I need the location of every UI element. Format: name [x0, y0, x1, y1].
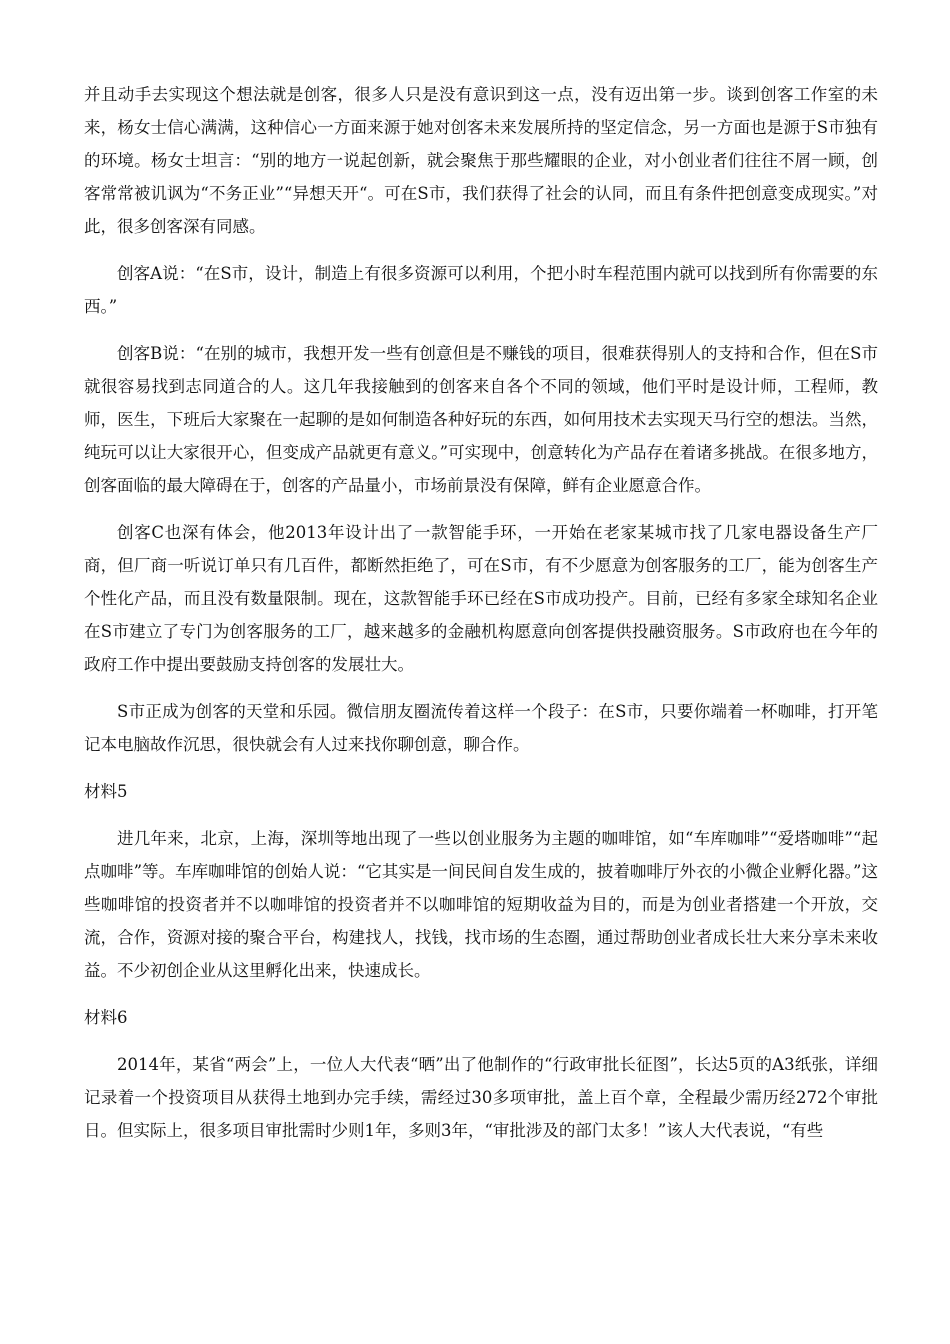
section-heading-material-5: 材料5 — [84, 782, 128, 801]
section-heading-material-6: 材料6 — [84, 1008, 128, 1027]
paragraph-maker-b: 创客B说：“在别的城市，我想开发一些有创意但是不赚钱的项目，很难获得别人的支持和合作，但在S市就很容易找到志同道合的人。这几年我接触到的创客来自各个不同的领域，他们平时是设计师，工程师，教师，医生，下班后大家聚在一起聊的是如何制造各种好玩的东西，如何用技术去实现天马行空的想法。当然，纯玩可以让大家很开心，但变成产品就更有意义。”可实现中，创意转化为产品存在着诸多挑战。在很多地方，创客面临的最大障碍在于，创客的产品量小，市场前景没有保障，鲜有企业愿意合作。 — [84, 344, 878, 495]
paragraph-maker-a: 创客A说：“在S市，设计，制造上有很多资源可以利用，个把小时车程范围内就可以找到所有你需要的东西。” — [84, 264, 878, 316]
paragraph-approval-map: 2014年，某省“两会”上，一位人大代表“晒”出了他制作的“行政审批长征图”，长达5页的A3纸张，详细记录着一个投资项目从获得土地到办完手续，需经过30多项审批，盖上百个章，全程最少需历经272个审批日。但实际上，很多项目审批需时少则1年，多则3年，“审批涉及的部门太多！”该人大代表说，“有些 — [84, 1055, 878, 1140]
paragraph-maker-c: 创客C也深有体会，他2013年设计出了一款智能手环，一开始在老家某城市找了几家电器设备生产厂商，但厂商一听说订单只有几百件，都断然拒绝了，可在S市，有不少愿意为创客服务的工厂，能为创客生产个性化产品，而且没有数量限制。现在，这款智能手环已经在S市成功投产。目前，已经有多家全球知名企业在S市建立了专门为创客服务的工厂，越来越多的金融机构愿意向创客提供投融资服务。S市政府也在今年的政府工作中提出要鼓励支持创客的发展壮大。 — [84, 523, 878, 674]
paragraph-startup-cafes: 进几年来，北京，上海，深圳等地出现了一些以创业服务为主题的咖啡馆，如“车库咖啡”“爱塔咖啡”“起点咖啡”等。车库咖啡馆的创始人说：“它其实是一间民间自发生成的，披着咖啡厅外衣的小微企业孵化器。”这些咖啡馆的投资者并不以咖啡馆的投资者并不以咖啡馆的短期收益为目的，而是为创业者搭建一个开放，交流，合作，资源对接的聚合平台，构建找人，找钱，找市场的生态圈，通过帮助创业者成长壮大来分享未来收益。不少初创企业从这里孵化出来，快速成长。 — [84, 829, 878, 980]
paragraph-s-city-paradise: S市正成为创客的天堂和乐园。微信朋友圈流传着这样一个段子：在S市，只要你端着一杯咖啡，打开笔记本电脑故作沉思，很快就会有人过来找你聊创意，聊合作。 — [84, 702, 878, 754]
paragraph-maker-studio: 并且动手去实现这个想法就是创客，很多人只是没有意识到这一点，没有迈出第一步。谈到创客工作室的未来，杨女士信心满满，这种信心一方面来源于她对创客未来发展所持的坚定信念，另一方面也是源于S市独有的环境。杨女士坦言：“别的地方一说起创新，就会聚焦于那些耀眼的企业，对小创业者们往往不屑一顾，创客常常被讥讽为“不务正业”“异想天开“。可在S市，我们获得了社会的认同，而且有条件把创意变成现实。”对此，很多创客深有同感。 — [84, 85, 878, 236]
document-page — [84, 78, 878, 1161]
